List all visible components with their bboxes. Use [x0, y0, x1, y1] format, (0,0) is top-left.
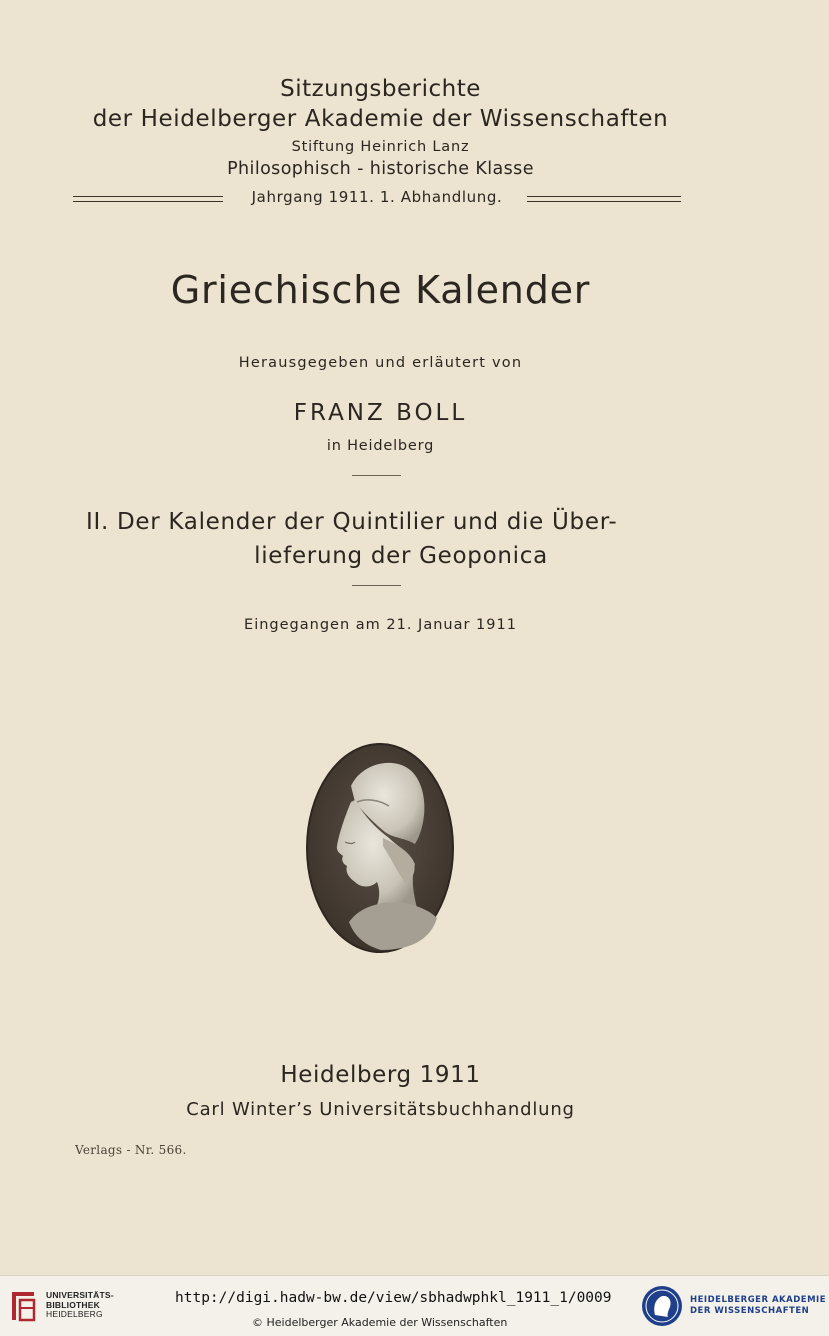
received-date: Eingegangen am 21. Januar 1911	[244, 617, 517, 633]
volume-row	[73, 188, 681, 210]
library-line-3: HEIDELBERG	[46, 1309, 103, 1319]
author-name: FRANZ BOLL	[293, 400, 468, 426]
academy-name-footer	[690, 1295, 826, 1317]
author-place: in Heidelberg	[326, 438, 435, 454]
foundation-name: Stiftung Heinrich Lanz	[291, 139, 470, 155]
athena-medallion-image	[305, 742, 455, 954]
university-library-name	[46, 1291, 114, 1320]
subtitle	[86, 505, 686, 573]
academy-line-2: DER WISSENSCHAFTEN	[690, 1306, 810, 1316]
publisher-number: Verlags - Nr. 566.	[75, 1143, 187, 1157]
double-rule-left	[73, 196, 223, 202]
university-library-logo-icon[interactable]	[8, 1288, 38, 1324]
academy-seal-logo-icon[interactable]	[641, 1285, 683, 1327]
copyright-notice: © Heidelberger Akademie der Wissenschaften	[252, 1316, 508, 1329]
divider	[352, 475, 401, 476]
series-title: Sitzungsberichte	[280, 76, 481, 102]
page-title: Griechische Kalender	[170, 268, 591, 312]
permalink-url[interactable]: http://digi.hadw-bw.de/view/sbhadwphkl_1911_1/0009	[175, 1290, 612, 1306]
publisher-name: Carl Winter’s Universitätsbuchhandlung	[186, 1099, 575, 1120]
class-name: Philosophisch - historische Klasse	[227, 159, 534, 179]
library-line-1: UNIVERSITÄTS-	[46, 1290, 114, 1300]
subtitle-line-1: II. Der Kalender der Quintilier und die Über-	[86, 509, 618, 535]
viewer-footer	[0, 1275, 829, 1336]
imprint-city: Heidelberg 1911	[280, 1062, 481, 1088]
academy-name: der Heidelberger Akademie der Wissenschaften	[92, 106, 669, 132]
editor-note: Herausgegeben und erläutert von	[238, 355, 523, 371]
divider	[352, 585, 401, 586]
subtitle-line-2: lieferung der Geoponica	[254, 543, 548, 569]
double-rule-right	[527, 196, 681, 202]
volume-line: Jahrgang 1911. 1. Abhandlung.	[251, 188, 503, 206]
academy-line-1: HEIDELBERGER AKADEMIE	[690, 1295, 827, 1305]
library-line-2: BIBLIOTHEK	[46, 1299, 100, 1310]
